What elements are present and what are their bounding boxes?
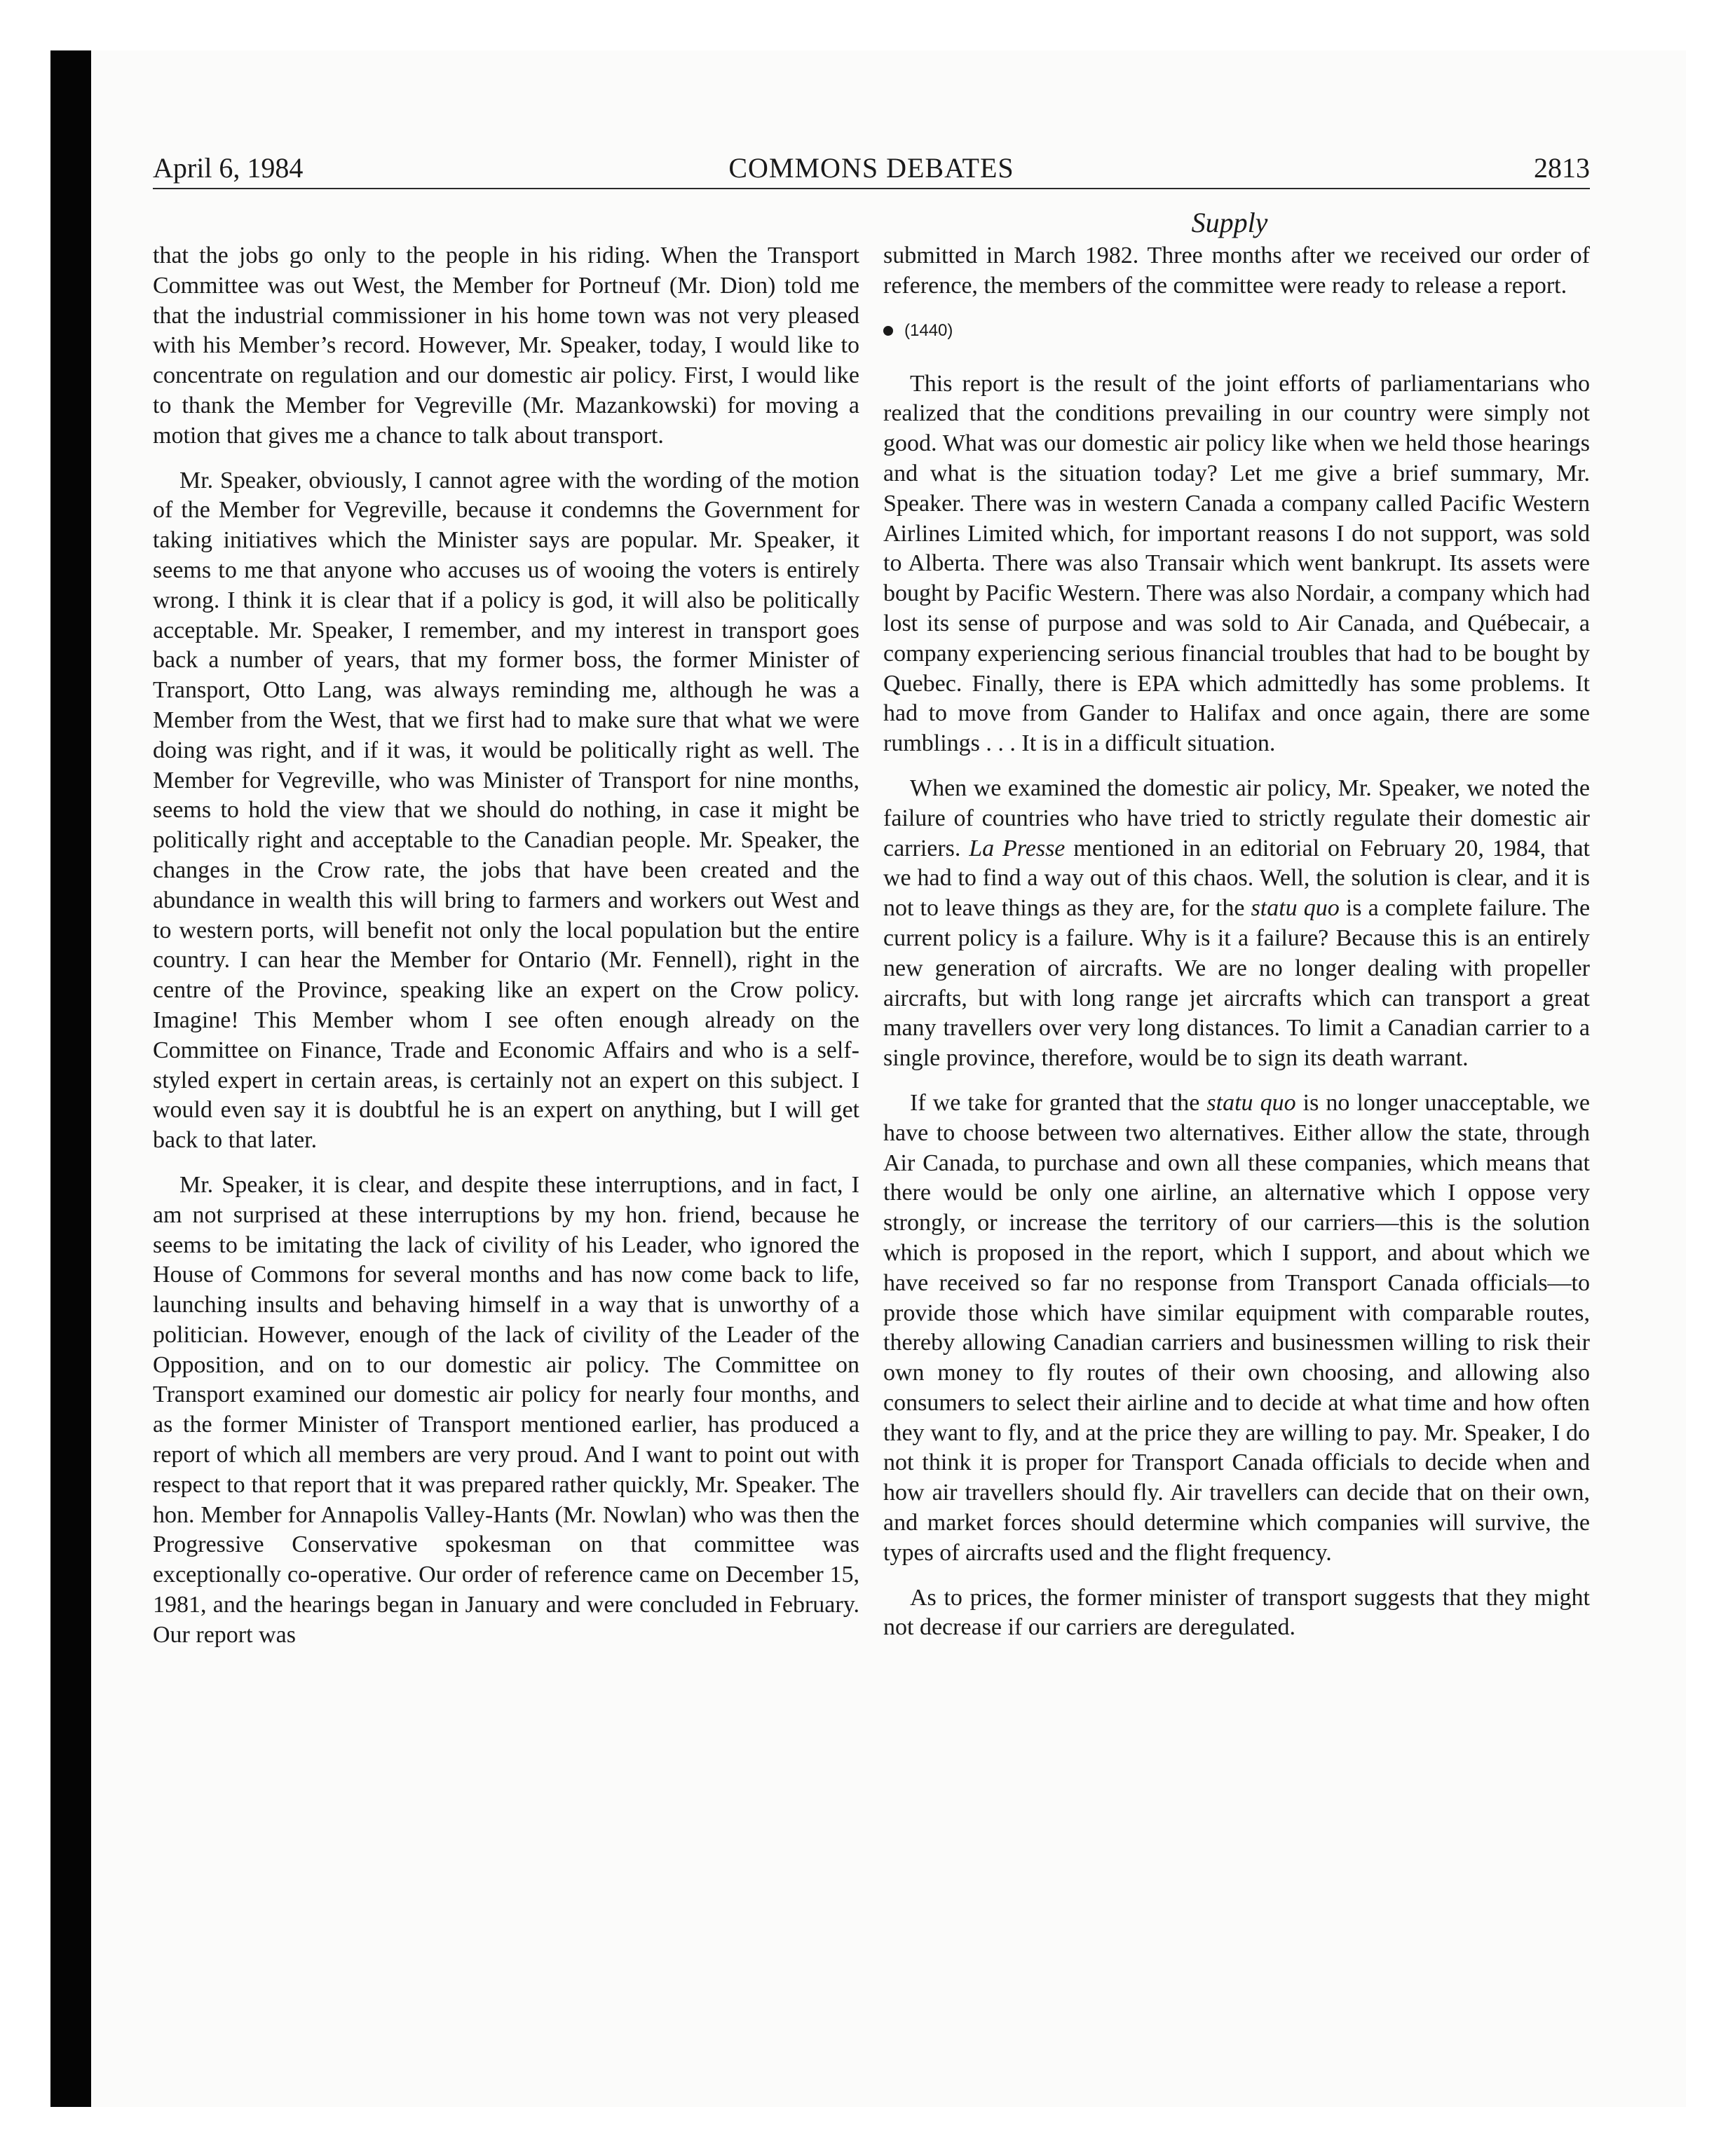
right-column — [883, 241, 1590, 1658]
latin-term: statu quo — [1251, 895, 1340, 922]
section-title: Supply — [1191, 207, 1268, 238]
paragraph: Mr. Speaker, obviously, I cannot agree with the wording of the motion of the Member for Vegreville, because it condemns the Government for taking initiatives which the Minister says are popular. Mr. Speaker, it seems to me that anyone who accuses us of wooing the voters is entirely wrong. I think it is clear that if a policy is god, it will also be politically acceptable. Mr. Speaker, I remember, and my interest in transport goes back a number of years, that my former boss, the former Minister of Transport, Otto Lang, was always reminding me, although he was a Member from the West, that we first had to make sure that what we were doing was right, and if it was, it would be politically right as well. The Member for Vegreville, who was Minister of Transport for nine months, seems to hold the view that we should do nothing, in case it might be politically right and acceptable to the Canadian people. Mr. Speaker, the changes in the Crow rate, the jobs that have been created and the abundance in wealth this will bring to farmers and workers out West and to western ports, will benefit not only the local population but the entire country. I can hear the Member for Ontario (Mr. Fennell), right in the centre of the Province, speaking like an expert on the Crow policy. Imagine! This Member whom I see often enough already on the Committee on Finance, Trade and Economic Affairs and who is a self-styled expert in certain areas, is certainly not an expert on this subject. I would even say it is doubtful he is an expert on anything, but I will get back to that later. — [153, 467, 859, 1154]
paragraph: Mr. Speaker, it is clear, and despite these interruptions, and in fact, I am not surprised at these interruptions by my hon. friend, because he seems to be imitating the lack of civility of his Leader, who ignored the House of Commons for several months and has now come back to life, launching insults and behaving himself in a way that is unworthy of a politician. However, enough of the lack of civility of the Leader of the Opposition, and on to our domestic air policy. The Committee on Transport examined our domestic air policy for nearly four months, and as the former Minister of Transport mentioned earlier, has produced a report of which all members are very proud. And I want to point out with respect to that report that it was prepared rather quickly, Mr. Speaker. The hon. Member for Annapolis Valley-Hants (Mr. Nowlan) who was then the Progressive Conservative spokesman on that committee was exceptionally co-operative. Our order of reference came on December 15, 1981, and the hearings began in January and were concluded in February. Our report was — [153, 1171, 859, 1648]
text-run: is no longer unacceptable, we have to choose between two alternatives. Either allow the state, through Air Canada, to purchase and own all these companies, which means that there would be only one airline, an alternative which I oppose very strongly, or increase the territory of our carriers—this is the solution which is proposed in the report, which I support, and about which we have received so far no response from Transport Canada officials—to provide those which have similar equipment with comparable routes, thereby allowing Canadian carriers and businessmen willing to risk their own money to fly routes of their own choosing, and allowing also consumers to select their airline and to decide at what time and how often they want to fly, and at the price they are willing to pay. Mr. Speaker, I do not think it is proper for Transport Canada officials to decide when and how air travellers should fly. Air travellers can decide that on their own, and market forces should determine which companies will survive, the types of aircrafts used and the flight frequency. — [883, 1089, 1591, 1566]
paragraph: This report is the result of the joint efforts of parliamentarians who realized that the conditions prevailing in our country were simply not good. What was our domestic air policy like when we held those hearings and what is the situation today? Let me give a brief summary, Mr. Speaker. There was in western Canada a company called Pacific Western Airlines Limited which, for important reasons I do not support, was sold to Alberta. There was also Transair which went bankrupt. Its assets were bought by Pacific Western. There was also Nordair, a company which had lost its sense of purpose and was sold to Air Canada, and Québecair, a company experiencing serious financial troubles that had to be bought by Quebec. Finally, there is EPA which admittedly has some problems. It had to move from Gander to Halifax and once again, there are some rumblings . . . It is in a difficult situation. — [883, 370, 1590, 757]
text-run: If we take for granted that the — [910, 1089, 1200, 1116]
time-marker — [883, 316, 1590, 346]
publication-name: La Presse — [969, 835, 1066, 861]
paragraph — [883, 774, 1590, 1074]
paragraph: that the jobs go only to the people in his riding. When the Transport Committee was out West, the Member for Portneuf (Mr. Dion) told me that the industrial commissioner in his home town was not very pleased with his Member’s record. However, Mr. Speaker, today, I would like to concentrate on regulation and our domestic air policy. First, I would like to thank the Member for Vegreville (Mr. Mazankowski) for moving a motion that gives me a chance to talk about transport. — [153, 243, 859, 449]
paragraph: As to prices, the former minister of transport suggests that they might not decrease if our carriers are deregulated. — [883, 1584, 1590, 1641]
text-run: When we examined the domestic air policy, Mr. Speaker, we noted the failure of countries who have tried to strictly regulate their domestic air carriers. — [883, 775, 1590, 861]
running-header — [153, 149, 1590, 189]
page-number: 2813 — [1534, 152, 1590, 184]
text-run: is a complete failure. The current policy is a failure. Why is it a failure? Because this is an entirely new generation of aircrafts. We are no longer dealing with propeller aircrafts, but with long range jet aircrafts which can transport a great many travellers over very long distances. To limit a Canadian carrier to a single province, therefore, would be to sign its death warrant. — [883, 895, 1591, 1072]
scan-binding-edge — [50, 50, 91, 2107]
latin-term: statu quo — [1206, 1089, 1296, 1116]
paragraph — [883, 1089, 1590, 1569]
text-run: mentioned in an editorial on February 20, 1984, that we had to find a way out of this chaos. Well, the solution is clear, and it is not to leave things as they are, for the — [883, 835, 1591, 922]
bullet-icon — [883, 326, 893, 336]
left-column — [153, 241, 859, 1665]
time-marker-text: (1440) — [904, 320, 953, 340]
paragraph: submitted in March 1982. Three months after we received our order of reference, the members of the committee were ready to release a report. — [883, 243, 1590, 299]
header-date: April 6, 1984 — [153, 152, 304, 184]
header-title: COMMONS DEBATES — [728, 152, 1014, 184]
